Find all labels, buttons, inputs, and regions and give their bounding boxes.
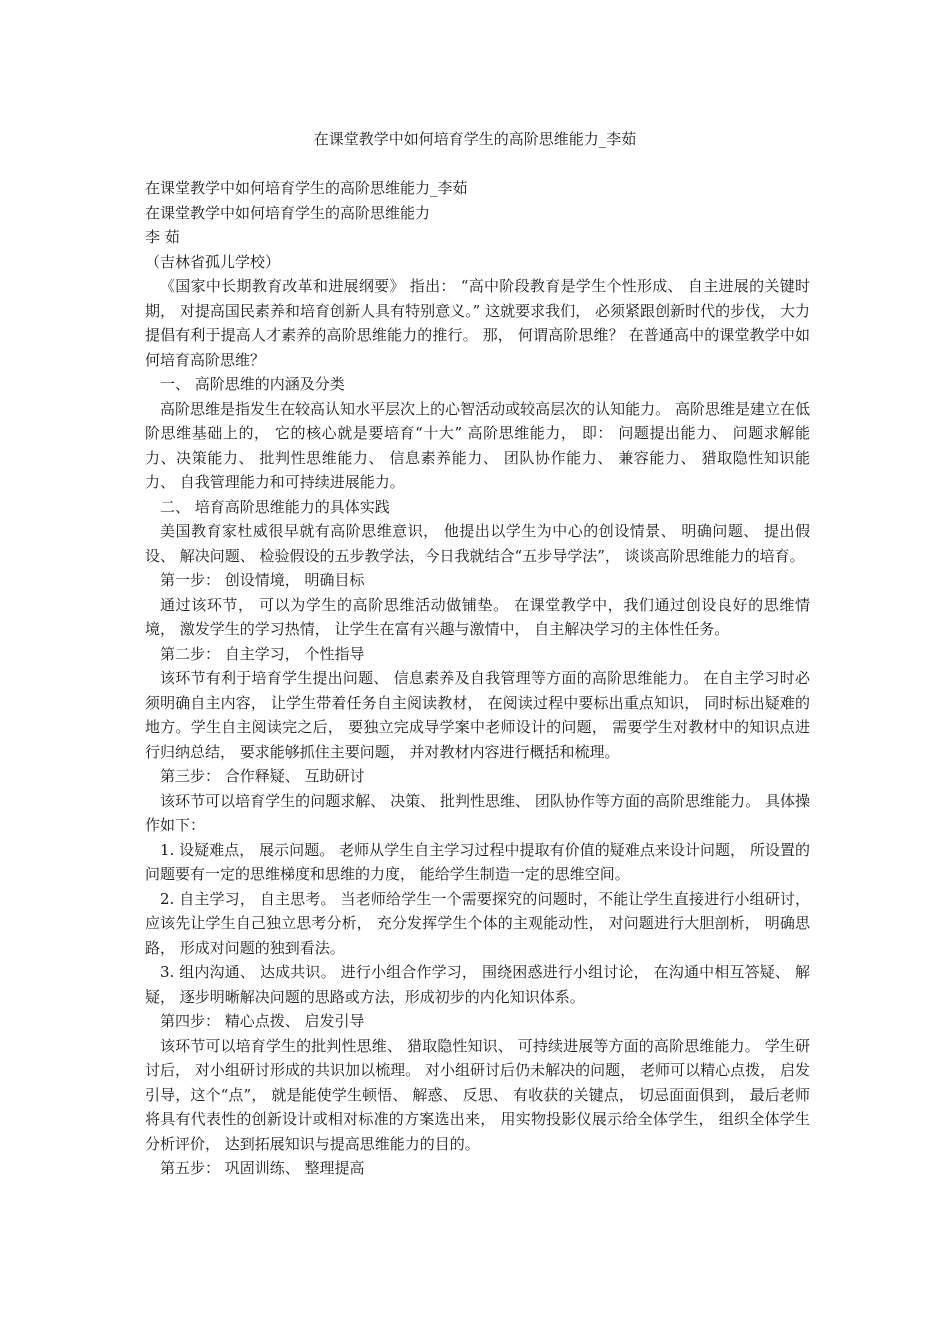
step-heading-2: 第二步： 自主学习， 个性指导	[160, 644, 365, 663]
paragraph-intro: 《国家中长期教育改革和进展纲要》 指出： “高中阶段教育是学生个性形成、 自主进展的关键时期， 对提高国民素养和培育创新人具有特别意义。” 这就要求我们， 必须紧跟创新时代的步伐， 大力提倡有利于提高人才素养的高阶思维能力的推行。 那， 何谓高阶思维？ 在普通高中的课堂教学中如何培育高阶思维？	[145, 277, 810, 369]
header-line-subtitle: 在课堂教学中如何培育学生的高阶思维能力	[145, 203, 431, 222]
step-heading-5: 第五步： 巩固训练、 整理提高	[160, 1159, 365, 1177]
page-title: 在课堂教学中如何培育学生的高阶思维能力_李茹	[313, 130, 637, 148]
paragraph-dewey: 美国教育家杜威很早就有高阶思维意识， 他提出以学生为中心的创设情景、 明确问题、 提出假设、 解决问题、 检验假设的五步教学法，今日我就结合“五步导学法”， 谈谈高阶思维能力的培育。	[145, 522, 810, 565]
step-heading-1: 第一步： 创设情境， 明确目标	[160, 571, 365, 589]
author-name: 李 茹	[145, 228, 180, 246]
step-heading-4: 第四步： 精心点拨、 启发引导	[160, 1012, 365, 1030]
list-item-1: 1. 设疑难点， 展示问题。 老师从学生自主学习过程中提取有价值的疑难点来设计问题， 所设置的问题要有一定的思维梯度和思维的力度， 能给学生制造一定的思维空间。	[145, 840, 810, 883]
list-item-2: 2. 自主学习， 自主思考。 当老师给学生一个需要探究的问题时，不能让学生直接进行小组研讨， 应该先让学生自己独立思考分析， 充分发挥学生个体的主观能动性， 对问题进行大胆剖析， 明确思路， 形成对问题的独到看法。	[145, 889, 810, 957]
step-heading-3: 第三步： 合作释疑、 互助研讨	[160, 767, 365, 785]
section-heading-2: 二、 培育高阶思维能力的具体实践	[160, 497, 390, 516]
section-heading-1: 一、 高阶思维的内涵及分类	[160, 375, 345, 393]
paragraph-step-3: 该环节可以培育学生的问题求解、 决策、 批判性思维、 团队协作等方面的高阶思维能力。 具体操作如下：	[145, 791, 810, 834]
paragraph-step-4: 该环节可以培育学生的批判性思维、 猎取隐性知识、 可持续进展等方面的高阶思维能力。 学生研讨后， 对小组研讨形成的共识加以梳理。 对小组研讨后仍未解决的问题， 老师可以精心点拨， 启发引导，这个“点”， 就是能使学生顿悟、 解惑、 反思、 有收获的关键点， 切忌面面俱到， 最后老师将具有代表性的创新设计或相对标准的方案选出来， 用实物投影仪展示给全体学生， 组织全体学生分析评价， 达到拓展知识与提高思维能力的目的。	[145, 1036, 810, 1153]
header-line-title: 在课堂教学中如何培育学生的高阶思维能力_李茹	[145, 179, 468, 197]
paragraph-step-2: 该环节有利于培育学生提出问题、 信息素养及自我管理等方面的高阶思维能力。 在自主学习时必须明确自主内容， 让学生带着任务自主阅读教材， 在阅读过程中要标出重点知识， 同时标出疑难的地方。学生自主阅读完之后， 要独立完成导学案中老师设计的问题， 需要学生对教材中的知识点进行归纳总结， 要求能够抓住主要问题， 并对教材内容进行概括和梳理。	[145, 669, 810, 761]
paragraph-step-1: 通过该环节， 可以为学生的高阶思维活动做铺垫。 在课堂教学中，我们通过创设良好的思维情境， 激发学生的学习热情， 让学生在富有兴趣与激情中， 自主解决学习的主体性任务。	[145, 595, 810, 638]
document-body	[145, 176, 810, 1181]
list-item-3: 3. 组内沟通、 达成共识。 进行小组合作学习， 围绕困惑进行小组讨论， 在沟通中相互答疑、 解疑， 逐步明晰解决问题的思路或方法，形成初步的内化知识体系。	[145, 963, 810, 1006]
paragraph-definition: 高阶思维是指发生在较高认知水平层次上的心智活动或较高层次的认知能力。 高阶思维是建立在低阶思维基础上的， 它的核心就是要培育“十大” 高阶思维能力， 即： 问题提出能力、 问题求解能力、决策能力、 批判性思维能力、 信息素养能力、 团队协作能力、 兼容能力、 猎取隐性知识能力、 自我管理能力和可持续进展能力。	[145, 399, 810, 491]
author-affiliation: （吉林省孤儿学校）	[145, 252, 281, 271]
